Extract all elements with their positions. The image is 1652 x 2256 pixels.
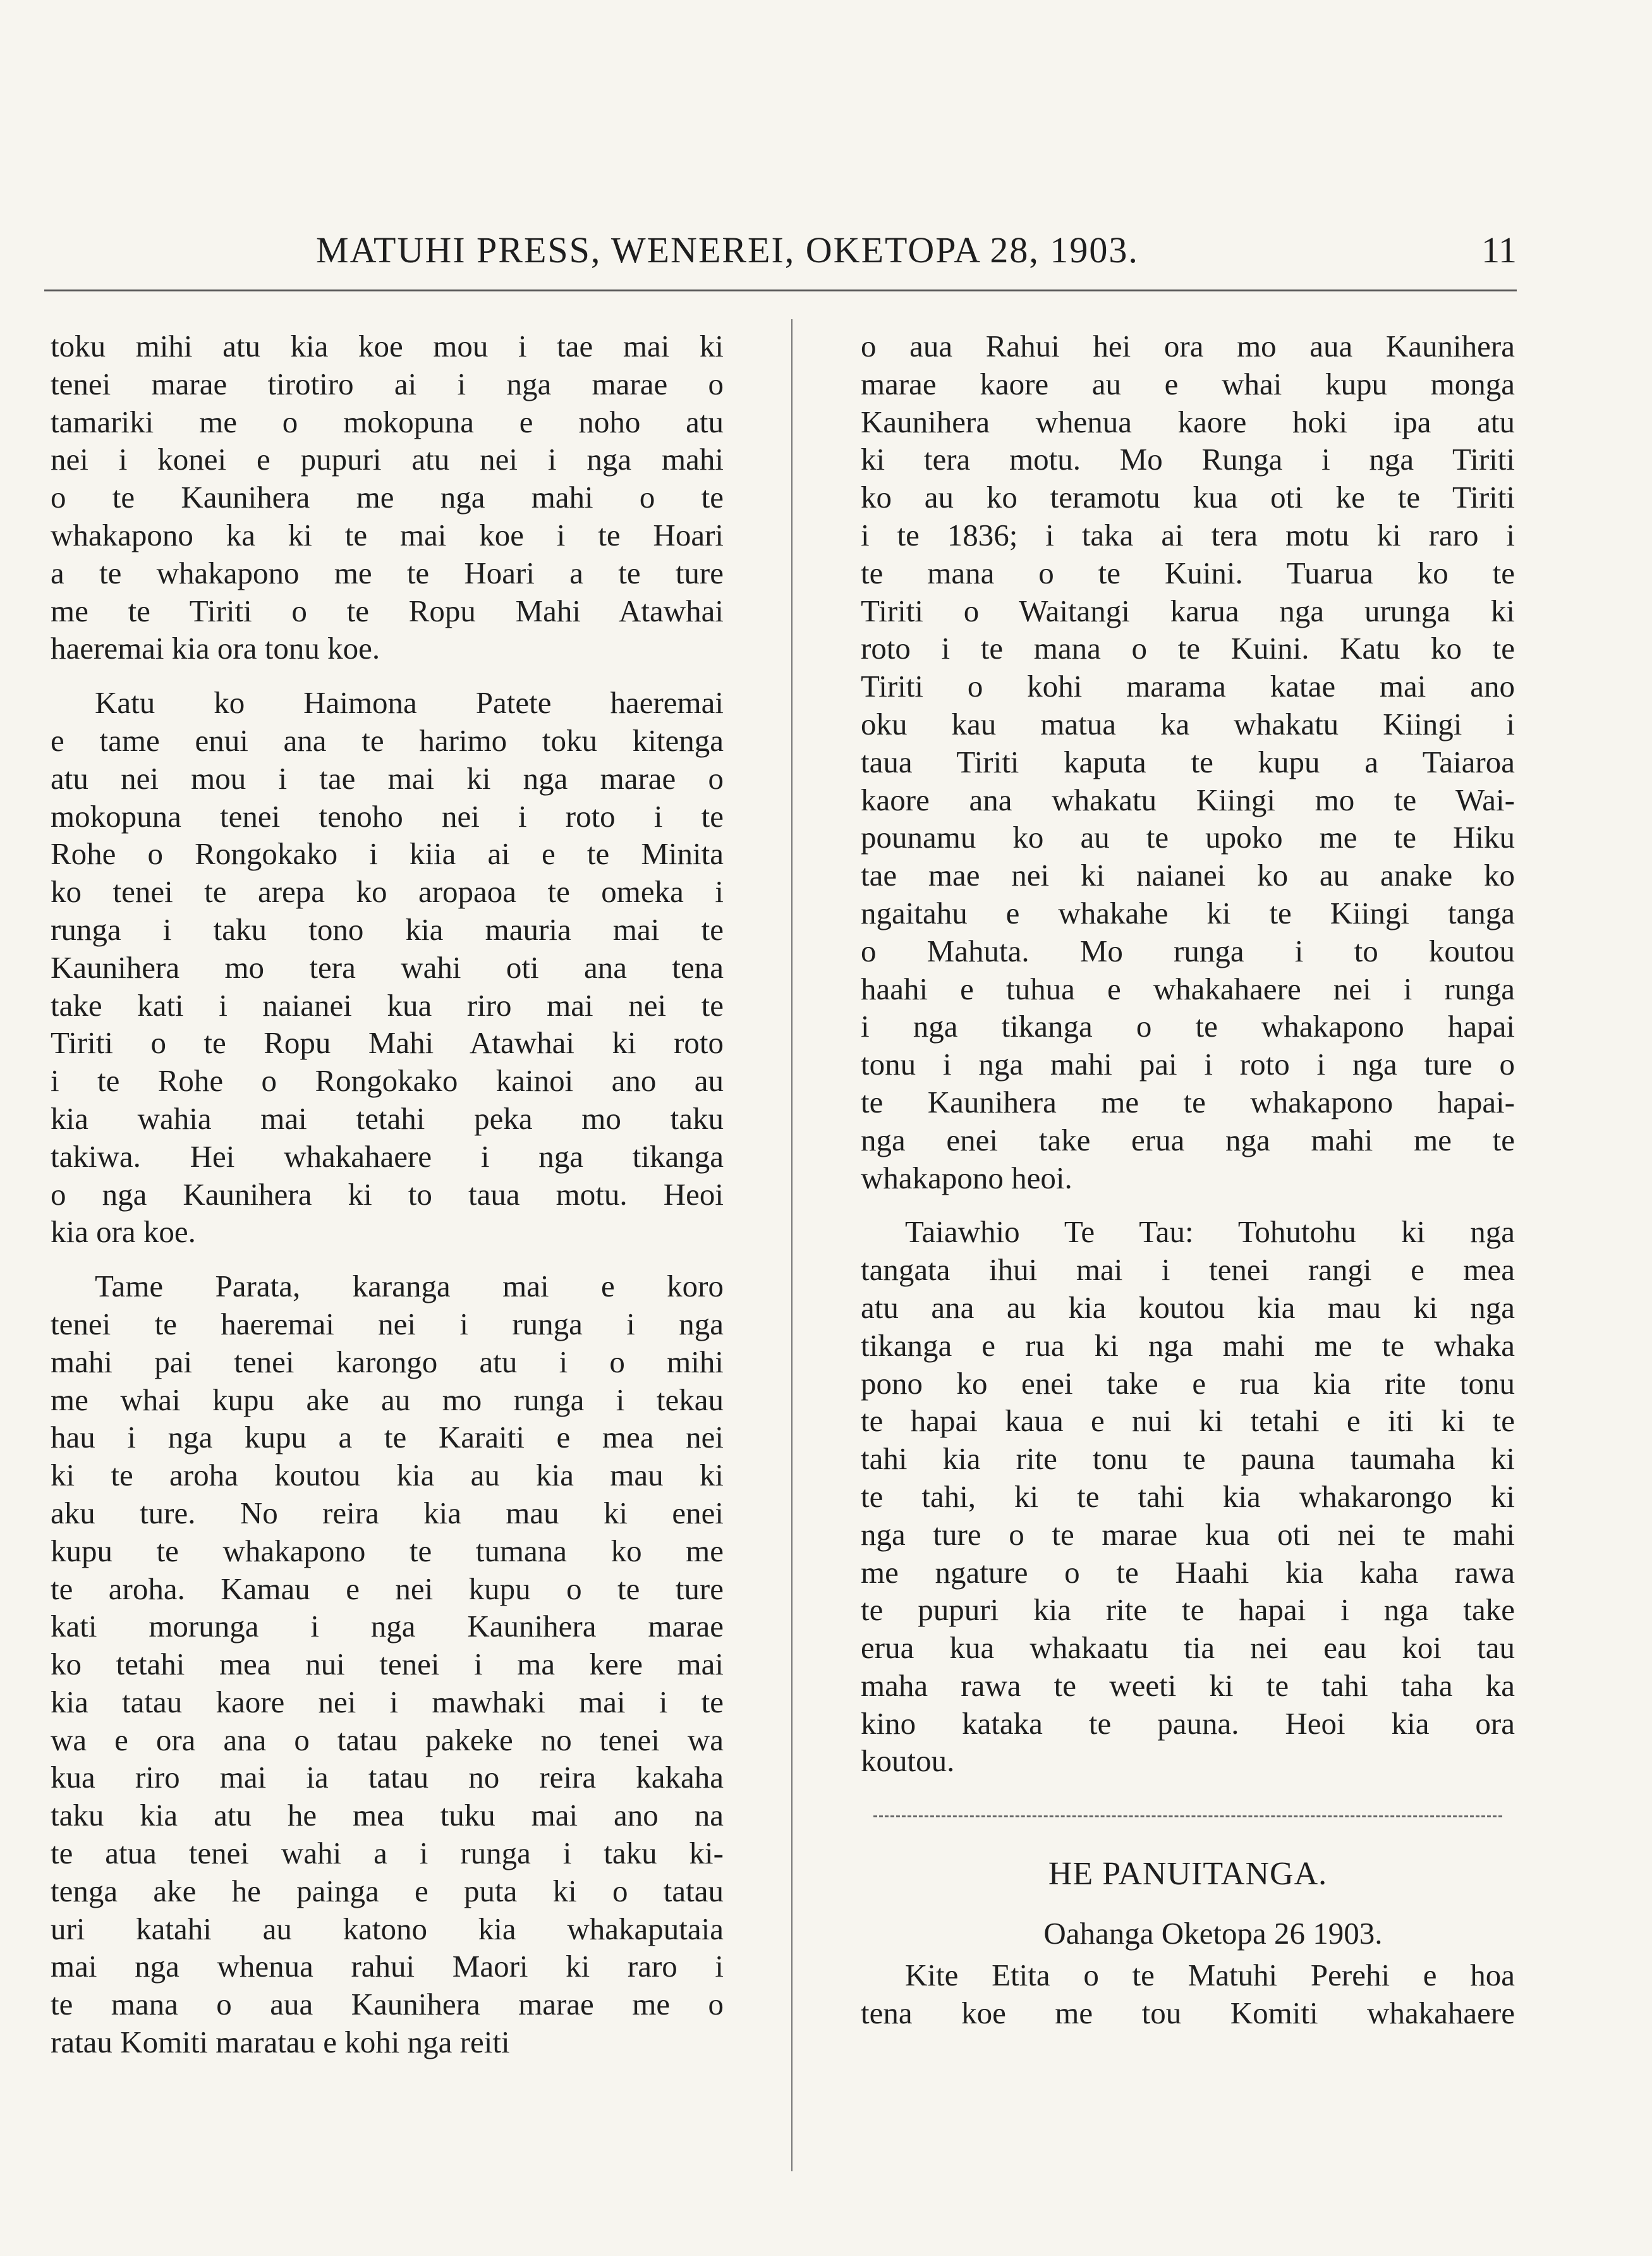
header-rule [44,290,1517,291]
text-line: nga enei take erua nga mahi me te [861,1122,1515,1157]
text-line: whakapono ka ki te mai koe i te Hoari [51,517,724,552]
paragraph [861,1213,1515,1780]
text-line: taku kia atu he mea tuku mai ano na [51,1798,724,1833]
text-line: pono ko enei take e rua kia rite tonu [861,1365,1515,1401]
text-line: tae mae nei ki naianei ko au anake ko [861,858,1515,893]
text-line: me te Tiriti o te Ropu Mahi Atawhai [51,593,724,628]
text-line: nga ture o te marae kua oti nei te mahi [861,1516,1515,1552]
text-line: ko tenei te arepa ko aropaoa te omeka i [51,874,724,910]
text-line: maha rawa te weeti ki te tahi taha ka [861,1668,1515,1703]
text-line: Tiriti o Waitangi karua nga urunga ki [861,593,1515,628]
text-line: aku ture. No reira kia mau ki enei [51,1495,724,1530]
text-line: mahi pai tenei karongo atu i o mihi [51,1344,724,1379]
text-line: haahi e tuhua e whakahaere nei i runga [861,971,1515,1006]
notice-title: HE PANUITANGA. [1048,1856,1328,1893]
text-line: oku kau matua ka whakatu Kiingi i [861,706,1515,741]
text-line: kaore ana whakatu Kiingi mo te Wai- [861,782,1515,817]
text-line: kia tatau kaore nei i mawhaki mai i te [51,1684,724,1719]
text-line: me whai kupu ake au mo runga i tekau [51,1382,724,1417]
paragraph [51,684,724,1251]
text-line: me ngature o te Haahi kia kaha rawa [861,1554,1515,1590]
text-line: ko tetahi mea nui tenei i ma kere mai [51,1647,724,1682]
text-line: te mana o te Kuini. Tuarua ko te [861,555,1515,590]
text-line: te pupuri kia rite te hapai i nga take [861,1592,1515,1628]
text-line: ki te aroha koutou kia au kia mau ki [51,1458,724,1493]
text-line: atu ana au kia koutou kia mau ki nga [861,1290,1515,1325]
text-line: whakapono heoi. [861,1160,1072,1195]
text-line: a te whakapono me te Hoari a te ture [51,555,724,590]
text-line: kati morunga i nga Kaunihera marae [51,1609,724,1644]
text-line: Kaunihera mo tera wahi oti ana tena [51,949,724,985]
text-line: kino kataka te pauna. Heoi kia ora [861,1705,1515,1741]
notice-body [861,1956,1515,2032]
right-column [861,327,1515,2032]
text-line: takiwa. Hei whakahaere i nga tikanga [51,1138,724,1174]
text-line: ki tera motu. Mo Runga i nga Tiriti [861,442,1515,477]
text-line: te atua tenei wahi a i runga i taku ki- [51,1836,724,1871]
paragraph [51,1267,724,2061]
text-line: toku mihi atu kia koe mou i tae mai ki [51,329,724,363]
text-line: kia wahia mai tetahi peka mo taku [51,1101,724,1136]
text-line: Tame Parata, karanga mai e koro [95,1269,724,1304]
text-line: Tiriti o kohi marama katae mai ano [861,669,1515,704]
text-line: o aua Rahui hei ora mo aua Kaunihera [861,329,1515,363]
text-line: o nga Kaunihera ki to taua motu. Heoi [51,1176,724,1212]
text-line: te mana o aua Kaunihera marae me o [51,1987,724,2022]
text-line: wa e ora ana o tatau pakeke no tenei wa [51,1722,724,1757]
text-line: e tame enui ana te harimo toku kitenga [51,723,724,758]
text-line: Taiawhio Te Tau: Tohutohu ki nga [905,1214,1515,1250]
notice-date: Oahanga Oketopa 26 1903. [1043,1916,1383,1951]
text-line: i nga tikanga o te whakapono hapai [861,1009,1515,1044]
text-line: tenga ake he painga e puta ki o tatau [51,1873,724,1908]
section-separator [873,1815,1502,1817]
text-line: te aroha. Kamau e nei kupu o te ture [51,1571,724,1606]
text-line: roto i te mana o te Kuini. Katu ko te [861,631,1515,666]
text-line: take kati i naianei kua riro mai nei te [51,987,724,1023]
text-line: pounamu ko au te upoko me te Hiku [861,820,1515,855]
text-line: ko au ko teramotu kua oti ke te Tiriti [861,480,1515,515]
text-line: mai nga whenua rahui Maori ki raro i [51,1949,724,1984]
text-line: nei i konei e pupuri atu nei i nga mahi [51,442,724,477]
text-line: i te Rohe o Rongokako kainoi ano au [51,1063,724,1099]
text-line: haeremai kia ora tonu koe. [51,631,380,666]
text-line: tenei te haeremai nei i runga i nga [51,1306,724,1341]
newspaper-header-title: MATUHI PRESS, WENEREI, OKETOPA 28, 1903. [316,229,1139,271]
text-line: erua kua whakaatu tia nei eau koi tau [861,1630,1515,1666]
page-header [44,229,1517,273]
text-line: Katu ko Haimona Patete haeremai [95,685,724,721]
text-line: i te 1836; i taka ai tera motu ki raro i [861,517,1515,552]
page-number: 11 [1481,229,1517,271]
paragraph [51,327,724,668]
text-line: te hapai kaua e nui ki tetahi e iti ki te [861,1403,1515,1439]
text-line: runga i taku tono kia mauria mai te [51,912,724,947]
text-line: ratau Komiti maratau e kohi nga reiti [51,2025,510,2060]
text-line: te Kaunihera me te whakapono hapai- [861,1084,1515,1119]
text-line: tonu i nga mahi pai i roto i nga ture o [861,1047,1515,1082]
text-line: tikanga e rua ki nga mahi me te whaka [861,1327,1515,1363]
left-column [51,327,724,2078]
notice-line: tena koe me tou Komiti whakahaere [861,1995,1515,2030]
text-line: marae kaore au e whai kupu monga [861,366,1515,401]
text-line: o te Kaunihera me nga mahi o te [51,480,724,515]
right-column-paragraphs [861,327,1515,1780]
text-line: uri katahi au katono kia whakaputaia [51,1911,724,1946]
text-line: Kaunihera whenua kaore hoki ipa atu [861,404,1515,439]
text-line: hau i nga kupu a te Karaiti e mea nei [51,1420,724,1455]
text-line: o Mahuta. Mo runga i to koutou [861,933,1515,968]
text-line: kia ora koe. [51,1214,196,1250]
paragraph [861,327,1515,1197]
column-divider [791,319,793,2171]
text-line: Rohe o Rongokako i kiia ai e te Minita [51,836,724,872]
text-line: kupu te whakapono te tumana ko me [51,1533,724,1568]
text-line: taua Tiriti kaputa te kupu a Taiaroa [861,744,1515,779]
notice-line: Kite Etita o te Matuhi Perehi e hoa [905,1957,1515,1992]
notice-section [861,1855,1515,2032]
text-line: te tahi, ki te tahi kia whakarongo ki [861,1479,1515,1514]
text-line: koutou. [861,1743,955,1779]
text-line: tangata ihui mai i tenei rangi e mea [861,1252,1515,1288]
text-line: Tiriti o te Ropu Mahi Atawhai ki roto [51,1025,724,1061]
text-line: tenei marae tirotiro ai i nga marae o [51,366,724,401]
text-line: ngaitahu e whakahe ki te Kiingi tanga [861,895,1515,930]
text-line: tahi kia rite tonu te pauna taumaha ki [861,1441,1515,1477]
text-line: mokopuna tenei tenoho nei i roto i te [51,798,724,834]
text-line: tamariki me o mokopuna e noho atu [51,404,724,439]
text-line: kua riro mai ia tatau no reira kakaha [51,1760,724,1795]
text-line: atu nei mou i tae mai ki nga marae o [51,760,724,796]
